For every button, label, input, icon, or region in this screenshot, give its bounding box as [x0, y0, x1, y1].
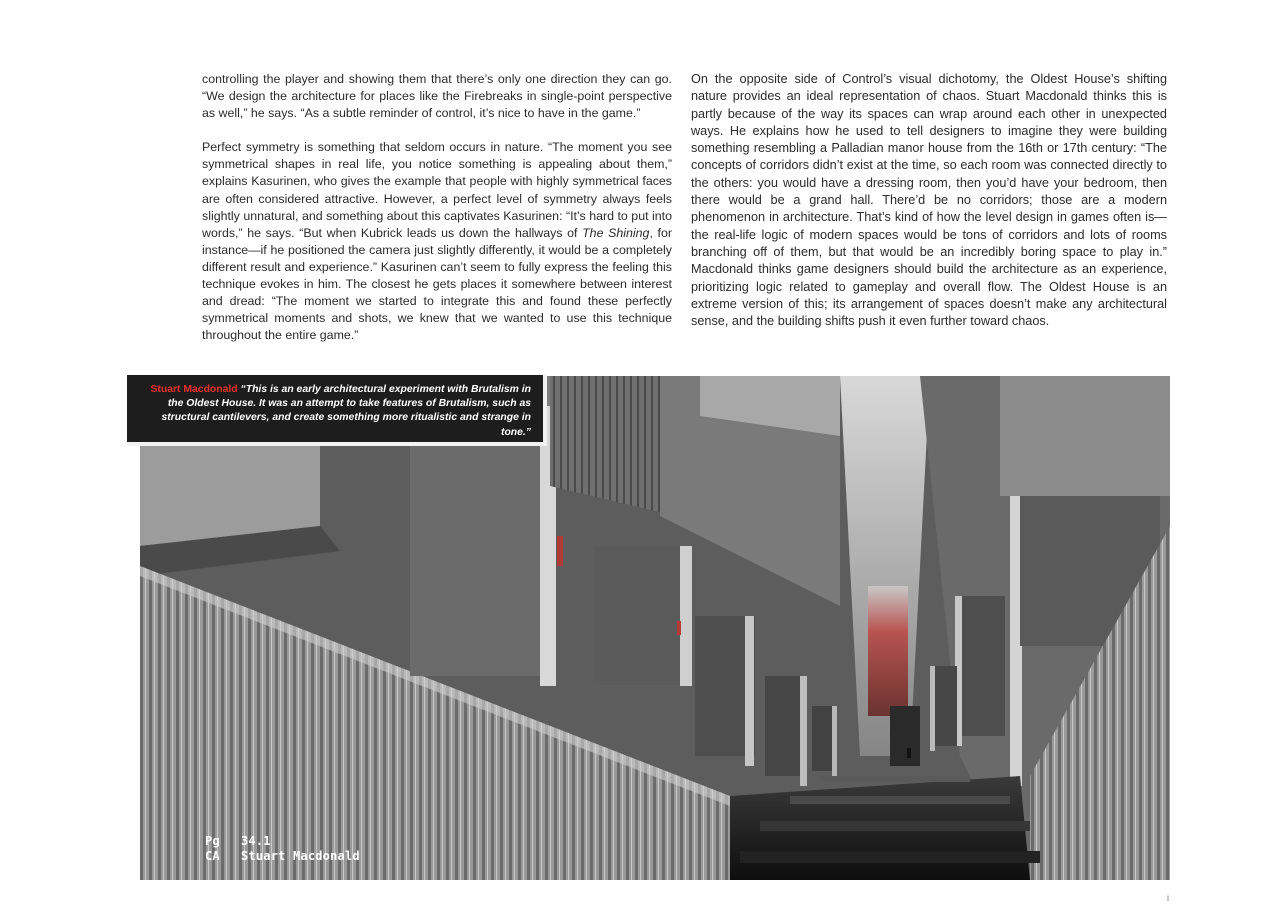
right-text-column: [691, 71, 1167, 347]
left-paragraph-2-part-b: , for instance—if he positioned the camera just slightly differently, it would be a completely different result and experience.” Kasurinen can’t seem to fully express the feeling this technique evokes in him. The closest he gets places it somewhere between interest and dread: “The moment we started to integrate this and found these perfectly symmetrical moments and shots, we knew that we wanted to use this technique throughout the entire game.”: [202, 225, 672, 343]
caption-text: “This is an early architectural experiment with Brutalism in the Oldest House. It was an attempt to take features of Brutalism, such as structural cantilevers, and create something more ritualistic and strange in tone.”: [161, 384, 531, 438]
film-title: The Shining: [582, 225, 650, 240]
credit-artist-row: [205, 849, 360, 864]
brutalist-corridor-concept-art: [140, 376, 1170, 880]
credit-artist-label: CA: [205, 849, 220, 863]
image-caption: [127, 375, 547, 446]
credit-page-label: Pg: [205, 834, 220, 848]
left-paragraph-1: controlling the player and showing them that there’s only one direction they can go. “We design the architecture for places like the Firebreaks in single-point perspective as well,” he says. “As a subtle reminder of control, it’s nice to have in the game.”: [202, 72, 672, 121]
right-paragraph-1: On the opposite side of Control’s visual dichotomy, the Oldest House’s shifting nature provides an ideal representation of chaos. Stuart Macdonald thinks this is partly because of the way its spaces can wrap around each other in unexpected ways. He explains how he used to tell designers to imagine they were building something resembling a Palladian manor house from the 16th or 17th century: “The concepts of corridors didn’t exist at the time, so each room was connected directly to the others: you would have a dressing room, then you’d have your bedroom, then there would be a grand hall. There’d be no corridors; those are a modern phenomenon in architecture. That’s kind of how the level design in games often is—the real-life logic of modern spaces would be tons of corridors and lots of rooms branching off of them, but that would be an incredibly boring space to play in.” Macdonald thinks game designers should build the architecture as an experience, prioritizing logic related to gameplay and overall flow. The Oldest House is an extreme version of this; its arrangement of spaces doesn’t make any architectural sense, and the building shifts push it even further toward chaos.: [691, 72, 1167, 329]
concept-art-illustration: [140, 376, 1170, 880]
left-text-column: [202, 71, 672, 361]
credit-page-value: 34.1: [241, 834, 271, 848]
left-paragraph-2: [202, 139, 672, 344]
image-credit: [205, 834, 360, 864]
caption-author: Stuart Macdonald: [150, 384, 238, 395]
credit-artist-value: Stuart Macdonald: [241, 849, 360, 863]
page-mark: i: [1167, 893, 1169, 903]
left-paragraph-2-part-a: Perfect symmetry is something that seldom occurs in nature. “The moment you see symmetrical shapes in real life, you notice something is appealing about them,” explains Kasurinen, who gives the example that people with highly symmetrical faces are often considered attractive. However, a perfect level of symmetry always feels slightly unnatural, and something about this captivates Kasurinen: “It’s hard to put into words,” he says. “But when Kubrick leads us down the hallways of: [202, 140, 672, 240]
credit-page-row: [205, 834, 360, 849]
